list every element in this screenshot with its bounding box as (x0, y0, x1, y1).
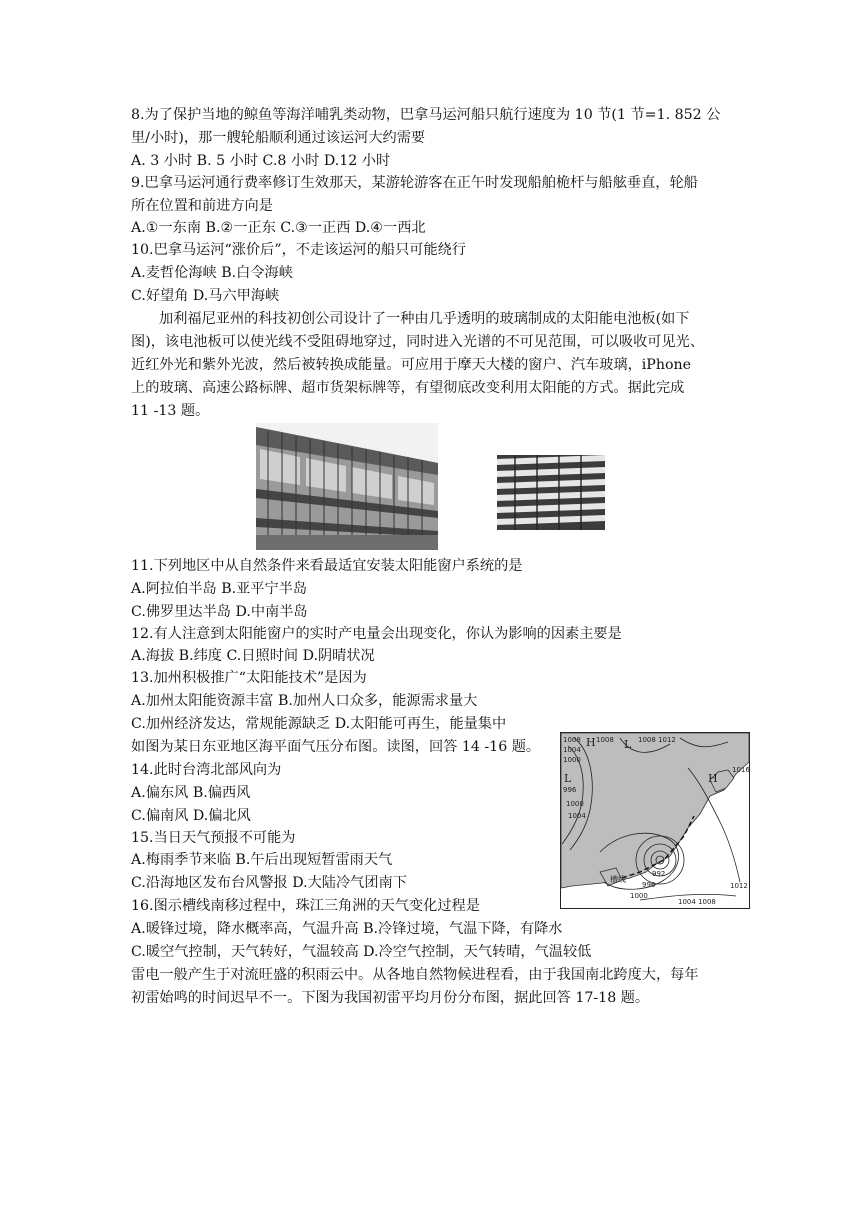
q11-options-cd: C.佛罗里达半岛 D.中南半岛 (131, 604, 308, 620)
isobar-label-1008: 1008 (563, 736, 581, 744)
solar-panel-photo (497, 455, 605, 530)
q8-options: A. 3 小时 B. 5 小时 C.8 小时 D.12 小时 (131, 153, 391, 169)
passage-thunder-line1: 雷电一般产生于对流旺盛的积雨云中。从各地自然物候进程看，由于我国南北跨度大，每年 (131, 967, 699, 983)
q9-stem-line2: 所在位置和前进方向是 (131, 198, 273, 214)
q9-stem-line1: 9.巴拿马运河通行费率修订生效那天，某游轮游客在正午时发现船舶桅杆与船舷垂直，轮船 (131, 175, 698, 191)
isobar-label-996: 996 (563, 786, 577, 794)
isobar-label-1008-1012: 1008 1012 (638, 736, 676, 744)
q8-stem-line2: 里/小时)，那一艘轮船顺利通过该运河大约需要 (131, 130, 426, 146)
q15-options-ab: A.梅雨季节来临 B.午后出现短暂雷雨天气 (131, 852, 393, 868)
isobar-label-1016: 1016 (732, 766, 750, 774)
isobar-label-1004: 1004 (563, 746, 581, 754)
isobar-label-1004-1008: 1004 1008 (678, 898, 716, 906)
low-pressure-letter-west: L (564, 772, 572, 785)
isobar-label-1000-west: 1000 (566, 800, 584, 808)
high-pressure-letter-east: H (708, 772, 718, 785)
trough-label: 槽线 (610, 875, 626, 884)
q10-options-ab: A.麦哲伦海峡 B.白令海峡 (131, 265, 293, 281)
q10-options-cd: C.好望角 D.马六甲海峡 (131, 288, 280, 304)
q16-stem: 16.图示槽线南移过程中，珠江三角洲的天气变化过程是 (131, 898, 480, 914)
passage-solar-line1: 加利福尼亚州的科技初创公司设计了一种由几乎透明的玻璃制成的太阳能电池板(如下 (159, 311, 690, 327)
q8-stem-line1: 8.为了保护当地的鲸鱼等海洋哺乳类动物，巴拿马运河船只航行速度为 10 节(1 节=1. 852 公 (131, 107, 721, 123)
q14-stem: 14.此时台湾北部风向为 (131, 762, 282, 778)
q9-options: A.①一东南 B.②一正东 C.③一正西 D.④一西北 (131, 220, 426, 236)
q14-options-ab: A.偏东风 B.偏西风 (131, 785, 251, 801)
isobar-label-1012: 1012 (730, 882, 748, 890)
q13-stem: 13.加州积极推广“太阳能技术”是因为 (131, 670, 367, 686)
q12-options: A.海拔 B.纬度 C.日照时间 D.阴晴状况 (131, 648, 375, 664)
isobar-label-1004-west: 1004 (568, 812, 586, 820)
isobar-label-1000: 1000 (563, 756, 581, 764)
q12-stem: 12.有人注意到太阳能窗户的实时产电量会出现变化，你认为影响的因素主要是 (131, 626, 622, 642)
q15-stem: 15.当日天气预报不可能为 (131, 830, 296, 846)
q15-options-cd: C.沿海地区发布台风警报 D.大陆冷气团南下 (131, 875, 407, 891)
passage-solar-line4: 上的玻璃、高速公路标牌、超市货架标牌等，有望彻底改变利用太阳能的方式。据此完成 (131, 380, 685, 396)
isobar-label-996-south: 996 (642, 881, 656, 889)
q11-options-ab: A.阿拉伯半岛 B.亚平宁半岛 (131, 581, 308, 597)
isobar-label-1008-north: 1008 (596, 736, 614, 744)
q16-options-ab: A.暖锋过境，降水概率高，气温升高 B.冷锋过境，气温下降，有降水 (131, 921, 563, 937)
passage-solar-line5: 11 -13 题。 (131, 403, 210, 419)
isobar-label-992: 992 (652, 870, 666, 878)
q10-stem: 10.巴拿马运河“涨价后”，不走该运河的船只可能绕行 (131, 242, 467, 258)
passage-thunder-line2: 初雷始鸣的时间迟早不一。下图为我国初雷平均月份分布图，据此回答 17-18 题。 (131, 990, 650, 1006)
q13-options-ab: A.加州太阳能资源丰富 B.加州人口众多，能源需求量大 (131, 693, 478, 709)
low-pressure-letter: L (624, 738, 632, 751)
map-intro: 如图为某日东亚地区海平面气压分布图。读图，回答 14 -16 题。 (131, 739, 541, 755)
q13-options-cd: C.加州经济发达，常规能源缺乏 D.太阳能可再生，能量集中 (131, 716, 507, 732)
passage-solar-line2: 图)，该电池板可以使光线不受阻碍地穿过，同时进入光谱的不可见范围，可以吸收可见光、 (131, 334, 705, 350)
passage-solar-line3: 近红外光和紫外光波，然后被转换成能量。可应用于摩天大楼的窗户、汽车玻璃，iPhone (131, 357, 692, 373)
pressure-map (560, 732, 750, 909)
isobar-label-1000-south: 1000 (630, 892, 648, 900)
q16-options-cd: C.暖空气控制，天气转好，气温较高 D.冷空气控制，天气转晴，气温较低 (131, 944, 592, 960)
q14-options-cd: C.偏南风 D.偏北风 (131, 808, 251, 824)
high-pressure-letter: H (586, 736, 596, 749)
q11-stem: 11.下列地区中从自然条件来看最适宜安装太阳能窗户系统的是 (131, 558, 523, 574)
building-photo (256, 423, 438, 550)
